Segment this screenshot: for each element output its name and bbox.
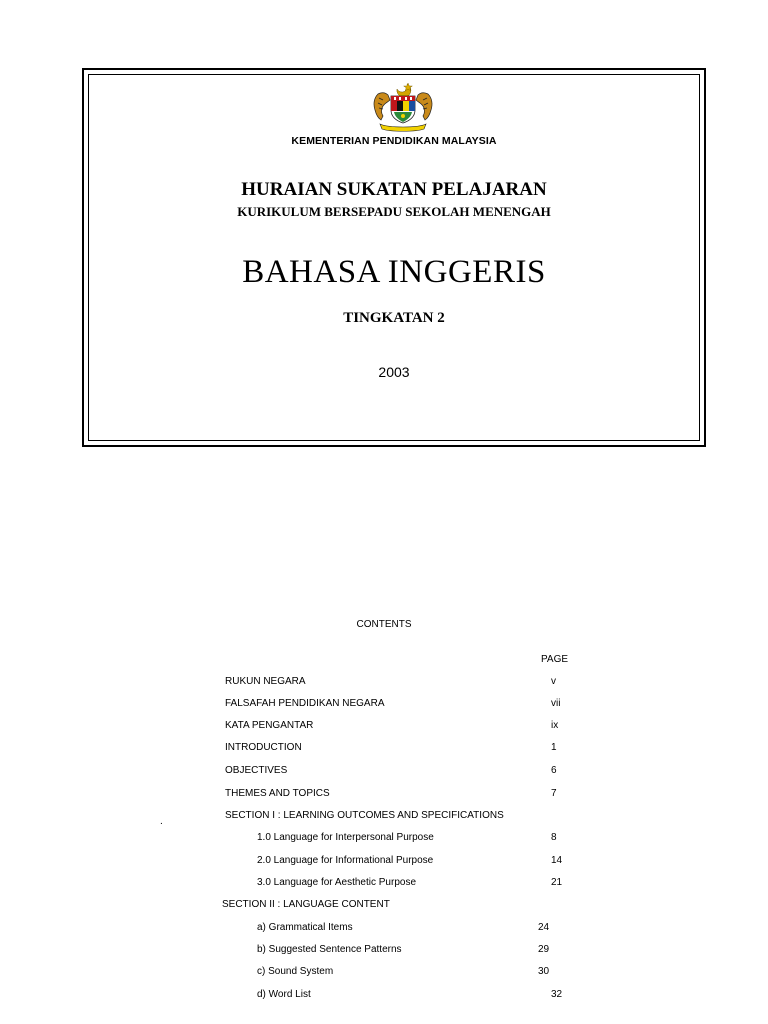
document-title: HURAIAN SUKATAN PELAJARAN — [241, 179, 547, 200]
toc-page: 24 — [538, 922, 550, 933]
toc-label: INTRODUCTION — [225, 742, 302, 753]
stray-mark: . — [160, 816, 163, 827]
toc-row — [0, 698, 768, 712]
toc-page: 7 — [551, 788, 557, 799]
toc-row — [0, 742, 768, 756]
toc-row — [0, 989, 768, 1003]
toc-page: ix — [551, 720, 559, 731]
toc-label: b) Suggested Sentence Patterns — [257, 944, 402, 955]
form-level: TINGKATAN 2 — [343, 310, 445, 326]
toc-row — [0, 966, 768, 980]
toc-label: THEMES AND TOPICS — [225, 788, 330, 799]
toc-label: RUKUN NEGARA — [225, 676, 306, 687]
toc-row — [0, 788, 768, 802]
toc-page: 8 — [551, 832, 557, 843]
toc-row — [0, 832, 768, 846]
toc-label: c) Sound System — [257, 966, 334, 977]
toc-page: 32 — [551, 989, 563, 1000]
toc-page: 14 — [551, 855, 563, 866]
ministry-name: KEMENTERIAN PENDIDIKAN MALAYSIA — [291, 135, 497, 147]
toc-row — [0, 944, 768, 958]
document-subtitle: KURIKULUM BERSEPADU SEKOLAH MENENGAH — [237, 204, 551, 219]
toc-label: 3.0 Language for Aesthetic Purpose — [257, 877, 417, 888]
toc-row — [0, 765, 768, 779]
toc-row — [0, 855, 768, 869]
toc-label: a) Grammatical Items — [257, 922, 353, 933]
subject-title: BAHASA INGGERIS — [242, 254, 546, 290]
toc-row — [0, 676, 768, 690]
contents-heading: CONTENTS — [356, 619, 412, 630]
toc-section-row — [0, 810, 768, 824]
toc-page: 21 — [551, 877, 563, 888]
page-column-header: PAGE — [541, 654, 569, 665]
toc-label: FALSAFAH PENDIDIKAN NEGARA — [225, 698, 385, 709]
toc-section-label: SECTION I : LEARNING OUTCOMES AND SPECIFICATIONS — [225, 810, 504, 821]
publication-year: 2003 — [378, 364, 410, 380]
toc-label: 1.0 Language for Interpersonal Purpose — [257, 832, 434, 843]
toc-label: OBJECTIVES — [225, 765, 288, 776]
toc-section-label: SECTION II : LANGUAGE CONTENT — [222, 899, 390, 910]
toc-page: 30 — [538, 966, 550, 977]
toc-row — [0, 922, 768, 936]
toc-section-row — [0, 899, 768, 913]
toc-row — [0, 720, 768, 734]
toc-row — [0, 877, 768, 891]
toc-page: 1 — [551, 742, 557, 753]
toc-page: vii — [551, 698, 561, 709]
toc-label: KATA PENGANTAR — [225, 720, 314, 731]
malaysia-coat-of-arms-icon — [370, 80, 436, 132]
toc-page: v — [551, 676, 556, 687]
toc-page: 6 — [551, 765, 557, 776]
toc-label: 2.0 Language for Informational Purpose — [257, 855, 434, 866]
toc-label: d) Word List — [257, 989, 311, 1000]
toc-page: 29 — [538, 944, 550, 955]
